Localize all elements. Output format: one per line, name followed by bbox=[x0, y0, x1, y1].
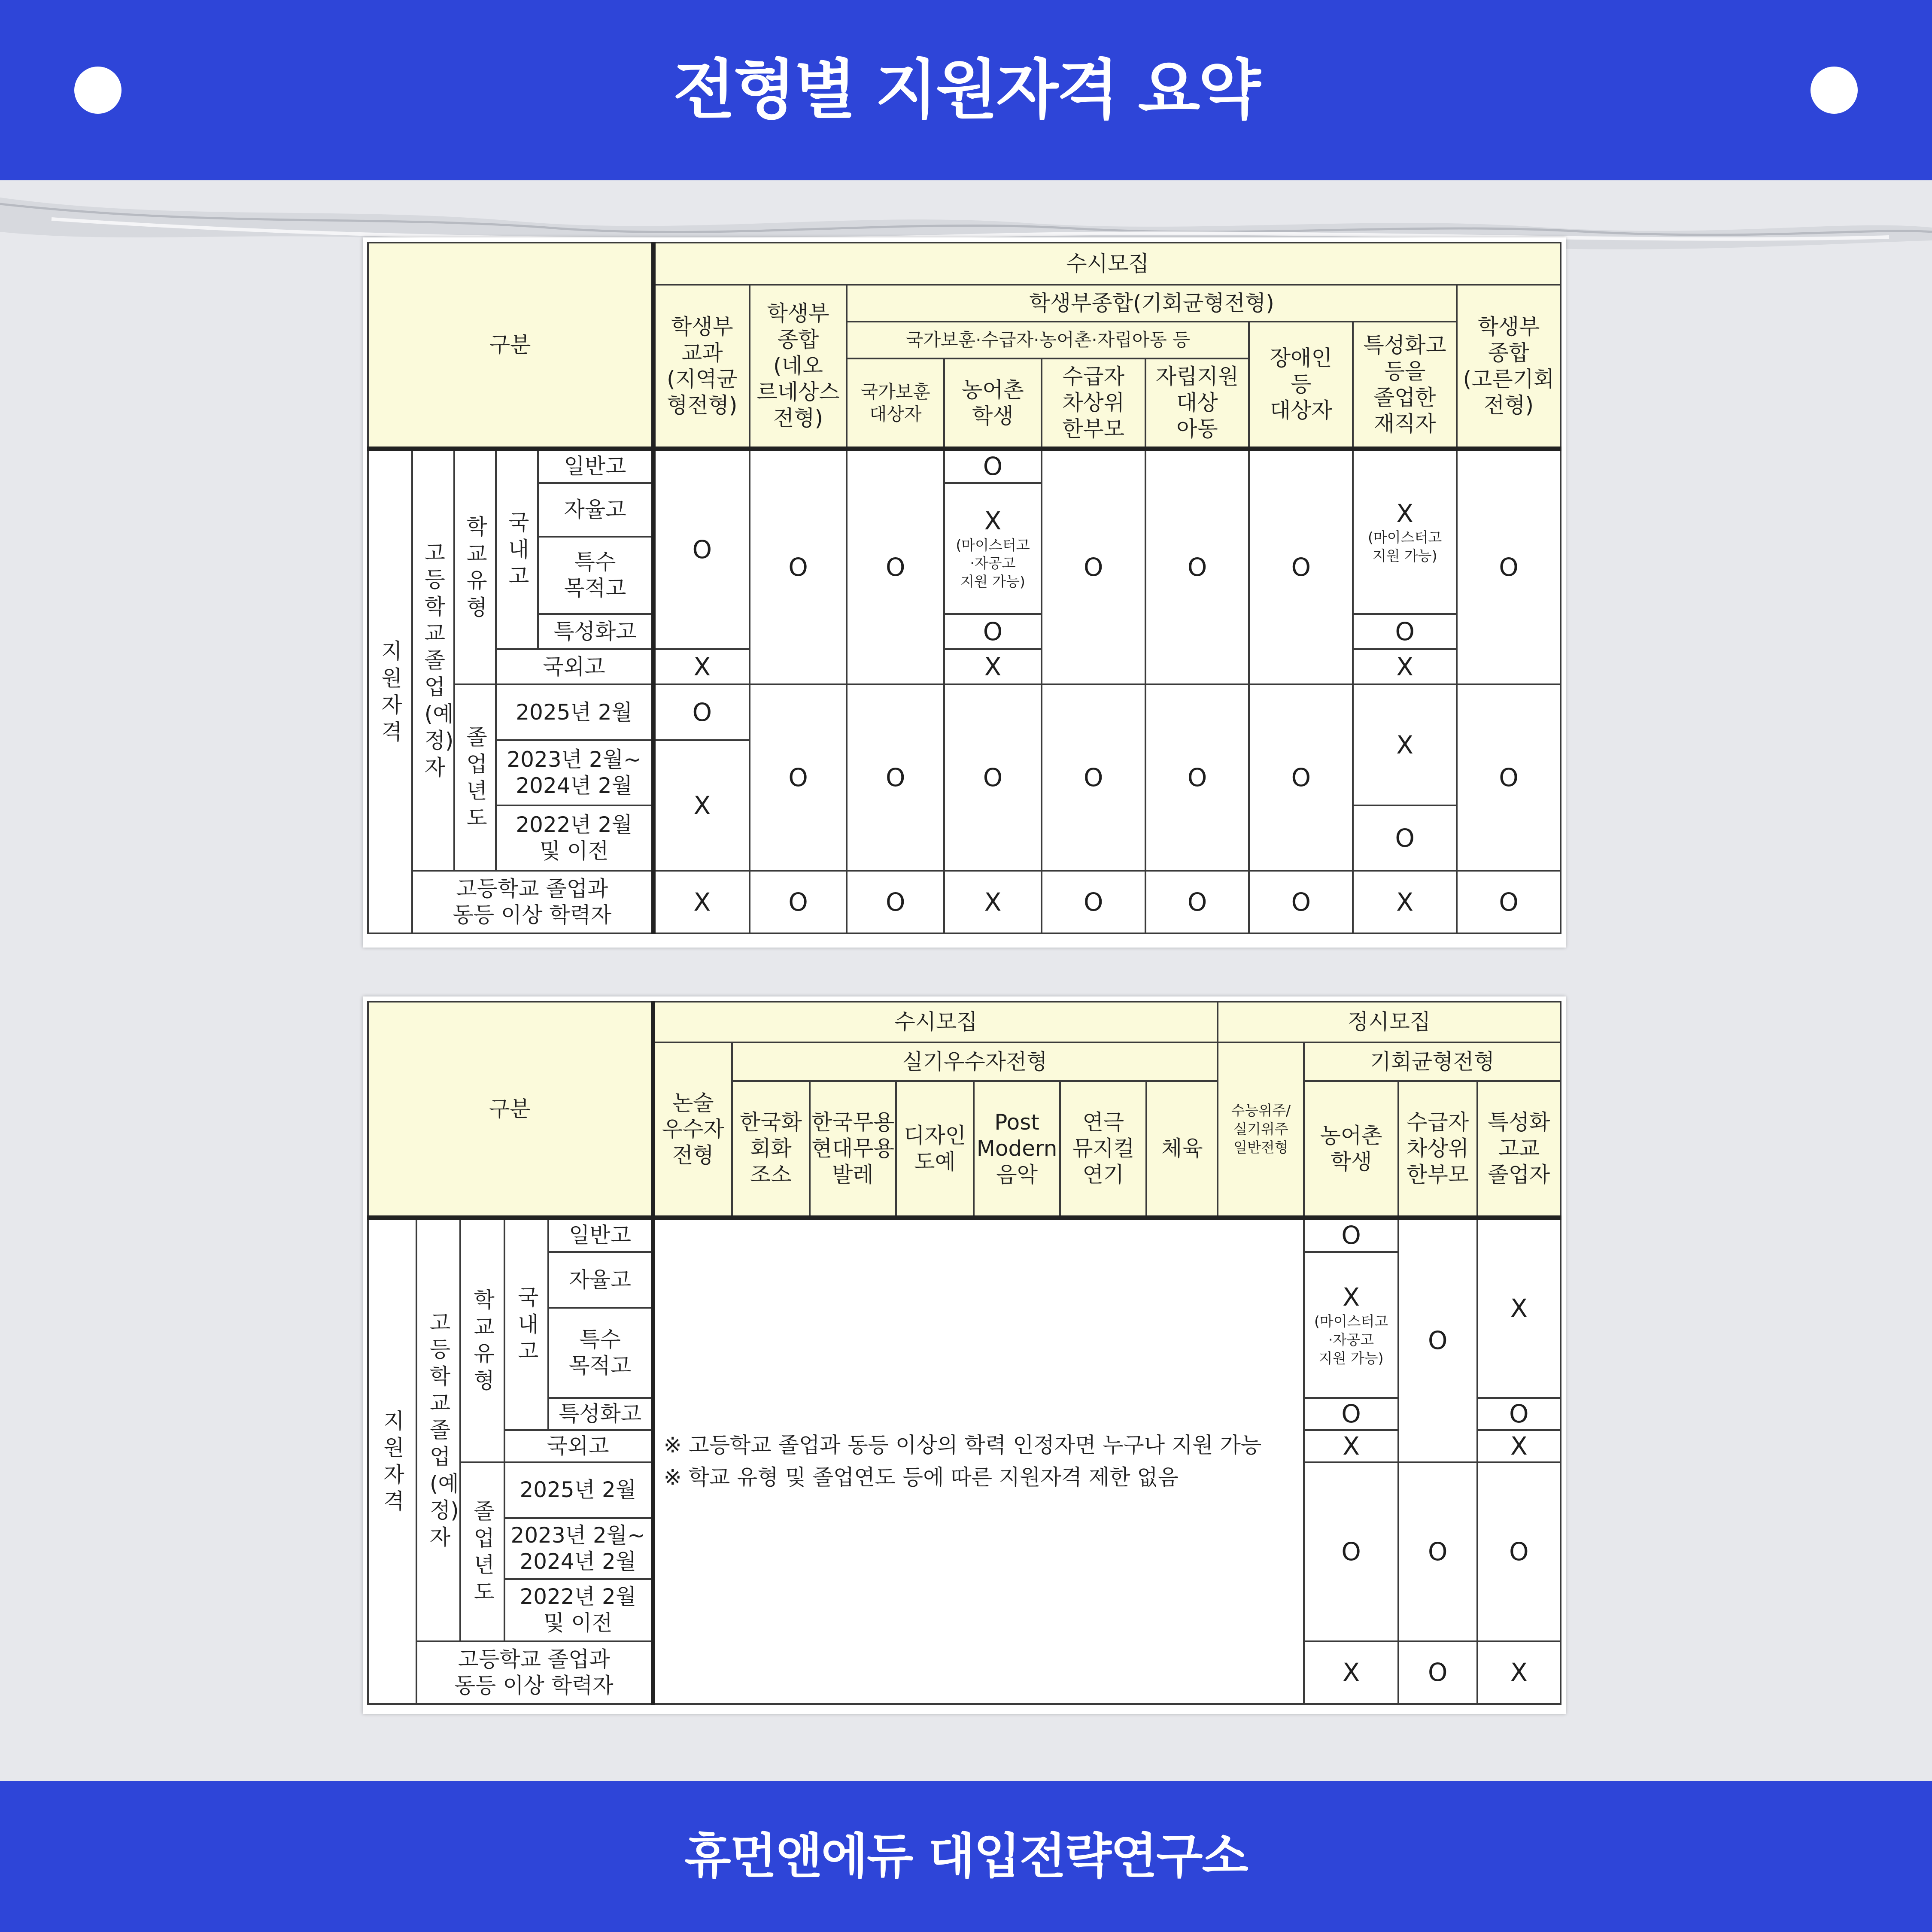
footer-text: 휴먼앤에듀 대입전략연구소 bbox=[684, 1829, 1248, 1884]
header-bar bbox=[0, 0, 1932, 180]
cell: O bbox=[1042, 449, 1145, 684]
cell: X bbox=[1304, 1430, 1398, 1462]
cell: X bbox=[653, 871, 750, 933]
cell: O bbox=[653, 449, 750, 649]
cell: O bbox=[944, 449, 1042, 483]
cell: O bbox=[1353, 614, 1457, 649]
cell: X (마이스터고 ·자공고 지원 가능) bbox=[944, 483, 1042, 614]
header-gubun: 구분 bbox=[368, 1002, 653, 1218]
cell: O bbox=[750, 684, 847, 871]
row-label-teuksu: 특수 목적고 bbox=[538, 537, 653, 614]
row-label-2025: 2025년 2월 bbox=[504, 1462, 653, 1518]
row-label-hakgyo: 학교유형 bbox=[454, 449, 496, 684]
header-goreun: 학생부 종합 (고른기회 전형) bbox=[1457, 285, 1561, 449]
footer-bar bbox=[0, 1781, 1932, 1932]
row-label-teuksonggo: 특성화고 bbox=[538, 614, 653, 649]
header-neo-renaissance: 학생부 종합 (네오 르네상스 전형) bbox=[750, 285, 847, 449]
eligibility-table-1 bbox=[367, 242, 1561, 934]
row-label-hakgyo: 학교유형 bbox=[460, 1218, 504, 1462]
row-label-jiwon: 지원자격 bbox=[368, 1218, 416, 1704]
cell: O bbox=[1249, 449, 1353, 684]
row-label-iban: 일반고 bbox=[548, 1218, 653, 1252]
cell: X (마이스터고 ·자공고 지원 가능) bbox=[1304, 1252, 1398, 1398]
cell: O bbox=[1457, 449, 1561, 684]
header-nongeochon: 농어촌 학생 bbox=[1304, 1081, 1398, 1218]
row-label-guknae: 국내고 bbox=[496, 449, 538, 649]
note-line: ※ 고등학교 졸업과 동등 이상의 학력 인정자면 누구나 지원 가능 bbox=[663, 1432, 1262, 1458]
header-gihoe: 기회균형전형 bbox=[1304, 1042, 1561, 1081]
header-muyong: 한국무용 현대무용 발레 bbox=[810, 1081, 896, 1218]
header-teuksong: 특성화 고교 졸업자 bbox=[1477, 1081, 1561, 1218]
header-sugeup: 수급자 차상위 한부모 bbox=[1398, 1081, 1477, 1218]
eligibility-table-2 bbox=[367, 1001, 1561, 1705]
row-label-jayul: 자율고 bbox=[538, 483, 653, 537]
cell: X (마이스터고 지원 가능) bbox=[1353, 449, 1457, 614]
cell: X bbox=[653, 649, 750, 684]
cell: O bbox=[847, 449, 944, 684]
cell: O bbox=[1398, 1641, 1477, 1704]
header-susi: 수시모집 bbox=[653, 1002, 1218, 1042]
cell: O bbox=[1042, 684, 1145, 871]
row-label-2023: 2023년 2월~ 2024년 2월 bbox=[496, 740, 653, 805]
note-line: ※ 학교 유형 및 졸업연도 등에 따른 지원자격 제한 없음 bbox=[663, 1464, 1179, 1490]
header-teuksong: 특성화고 등을 졸업한 재직자 bbox=[1353, 322, 1457, 449]
cell: O bbox=[1145, 684, 1249, 871]
header-gubun: 구분 bbox=[368, 243, 653, 449]
cell: O bbox=[1249, 871, 1353, 933]
row-label-gukoe: 국외고 bbox=[496, 649, 653, 684]
row-label-jayul: 자율고 bbox=[548, 1252, 653, 1308]
header-jeongsi: 정시모집 bbox=[1218, 1002, 1561, 1042]
cell: O bbox=[653, 684, 750, 740]
page-title: 전형별 지원자격 요약 bbox=[673, 53, 1259, 128]
row-label-jiwon: 지원자격 bbox=[368, 449, 412, 933]
header-jarip: 자립지원 대상 아동 bbox=[1145, 358, 1249, 449]
cell: X bbox=[1353, 649, 1457, 684]
header-nonsul: 논술 우수자 전형 bbox=[653, 1042, 732, 1218]
row-label-iban: 일반고 bbox=[538, 449, 653, 483]
header-sugeup: 수급자 차상위 한부모 bbox=[1042, 358, 1145, 449]
cell: O bbox=[1145, 871, 1249, 933]
cell: O bbox=[1457, 684, 1561, 871]
header-group: 국가보훈·수급자·농어촌·자립아동 등 bbox=[847, 322, 1249, 358]
cell: O bbox=[1145, 449, 1249, 684]
table-panel-2 bbox=[363, 996, 1566, 1714]
header-gyogwa: 학생부 교과 (지역균 형전형) bbox=[653, 285, 750, 449]
cell: O bbox=[944, 614, 1042, 649]
cell: O bbox=[1398, 1218, 1477, 1462]
cell: O bbox=[1457, 871, 1561, 933]
cell: O bbox=[1304, 1398, 1398, 1430]
cell: X bbox=[1353, 684, 1457, 805]
cell: X bbox=[944, 649, 1042, 684]
header-design: 디자인 도예 bbox=[896, 1081, 974, 1218]
cell: O bbox=[1477, 1398, 1561, 1430]
row-label-dongdeung: 고등학교 졸업과 동등 이상 학력자 bbox=[416, 1641, 653, 1704]
cell: O bbox=[847, 871, 944, 933]
table-panel-1 bbox=[363, 237, 1566, 948]
row-label-jolup: 졸업년도 bbox=[460, 1462, 504, 1641]
cell: X bbox=[944, 871, 1042, 933]
header-nongeochon: 농어촌 학생 bbox=[944, 358, 1042, 449]
header-silgi: 실기우수자전형 bbox=[732, 1042, 1218, 1081]
cell: O bbox=[1304, 1218, 1398, 1252]
row-label-dongdeung: 고등학교 졸업과 동등 이상 학력자 bbox=[412, 871, 653, 933]
row-label-guknae: 국내고 bbox=[504, 1218, 549, 1430]
row-label-teuksu: 특수 목적고 bbox=[548, 1308, 653, 1398]
cell: O bbox=[750, 871, 847, 933]
cell: X bbox=[653, 740, 750, 871]
header-suneung: 수능위주/ 실기위주 일반전형 bbox=[1218, 1042, 1304, 1218]
cell: X bbox=[1353, 871, 1457, 933]
cell: O bbox=[1042, 871, 1145, 933]
cell: O bbox=[1249, 684, 1353, 871]
cell: X bbox=[1477, 1641, 1561, 1704]
row-label-2022: 2022년 2월 및 이전 bbox=[496, 805, 653, 871]
header-gihoe: 학생부종합(기회균형전형) bbox=[847, 285, 1457, 322]
row-label-gukoe: 국외고 bbox=[504, 1430, 653, 1462]
header-theater: 연극 뮤지컬 연기 bbox=[1060, 1081, 1146, 1218]
row-label-teuksonggo: 특성화고 bbox=[548, 1398, 653, 1430]
cell: O bbox=[1477, 1462, 1561, 1641]
header-susi: 수시모집 bbox=[653, 243, 1561, 285]
header-bohun: 국가보훈 대상자 bbox=[847, 358, 944, 449]
header-hangukhwa: 한국화 회화 조소 bbox=[732, 1081, 810, 1218]
cell: X bbox=[1477, 1218, 1561, 1398]
cell: X bbox=[1304, 1641, 1398, 1704]
cell: O bbox=[944, 684, 1042, 871]
notes-cell bbox=[653, 1218, 1304, 1704]
row-label-2023: 2023년 2월~ 2024년 2월 bbox=[504, 1518, 653, 1579]
cell: O bbox=[847, 684, 944, 871]
row-label-jolup: 졸업년도 bbox=[454, 684, 496, 871]
header-pe: 체육 bbox=[1146, 1081, 1218, 1218]
cell: X bbox=[1477, 1430, 1561, 1462]
row-label-2025: 2025년 2월 bbox=[496, 684, 653, 740]
header-postmodern: Post Modern 음악 bbox=[974, 1081, 1060, 1218]
row-label-godeung: 고등학교 졸업(예정)자 bbox=[412, 449, 454, 871]
cell: O bbox=[1304, 1462, 1398, 1641]
cell: O bbox=[1398, 1462, 1477, 1641]
cell: O bbox=[750, 449, 847, 684]
cell: O bbox=[1353, 805, 1457, 871]
row-label-godeung: 고등학교 졸업(예정)자 bbox=[416, 1218, 461, 1641]
row-label-2022: 2022년 2월 및 이전 bbox=[504, 1579, 653, 1641]
header-jangae: 장애인 등 대상자 bbox=[1249, 322, 1353, 449]
